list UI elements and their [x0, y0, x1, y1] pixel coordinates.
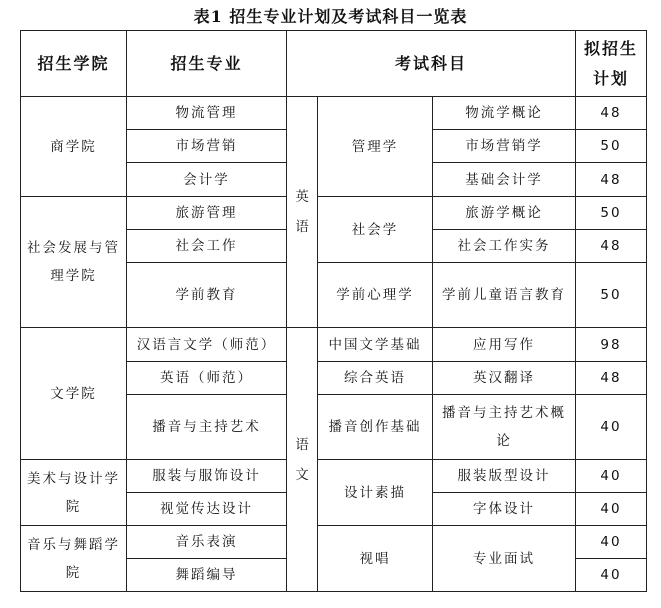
major-cell: 服装与服饰设计 — [127, 460, 287, 493]
header-row — [21, 31, 647, 97]
college-cell: 文学院 — [21, 328, 127, 460]
quota-cell: 50 — [576, 197, 647, 230]
header-exam: 考试科目 — [287, 31, 576, 97]
major-cell: 学前教育 — [127, 263, 287, 328]
table-row — [21, 97, 647, 130]
college-cell: 音乐与舞蹈学院 — [21, 526, 127, 592]
quota-cell: 40 — [576, 526, 647, 559]
exam-c-cell: 英汉翻译 — [433, 362, 576, 395]
group-cell-chinese: 语文 — [287, 328, 318, 592]
exam-b-cell: 管理学 — [318, 97, 433, 197]
exam-c-cell: 学前儿童语言教育 — [433, 263, 576, 328]
college-cell: 商学院 — [21, 97, 127, 197]
header-college: 招生学院 — [21, 31, 127, 97]
quota-cell: 48 — [576, 97, 647, 130]
quota-cell: 50 — [576, 130, 647, 163]
quota-cell: 40 — [576, 559, 647, 592]
table-row — [21, 526, 647, 559]
major-cell: 物流管理 — [127, 97, 287, 130]
table-row — [21, 197, 647, 230]
exam-c-cell: 旅游学概论 — [433, 197, 576, 230]
quota-cell: 48 — [576, 230, 647, 263]
exam-c-cell: 播音与主持艺术概论 — [433, 395, 576, 460]
exam-c-cell: 社会工作实务 — [433, 230, 576, 263]
group-cell-english: 英语 — [287, 97, 318, 328]
exam-c-cell: 基础会计学 — [433, 163, 576, 197]
table-title: 表1 招生专业计划及考试科目一览表 — [193, 7, 468, 26]
quota-cell: 50 — [576, 263, 647, 328]
major-cell: 旅游管理 — [127, 197, 287, 230]
quota-cell: 40 — [576, 493, 647, 526]
major-cell: 会计学 — [127, 163, 287, 197]
exam-c-cell: 专业面试 — [433, 526, 576, 592]
exam-b-cell: 设计素描 — [318, 460, 433, 526]
quota-cell: 48 — [576, 163, 647, 197]
exam-c-cell: 字体设计 — [433, 493, 576, 526]
exam-b-cell: 视唱 — [318, 526, 433, 592]
exam-c-cell: 物流学概论 — [433, 97, 576, 130]
enrollment-plan-table — [20, 30, 647, 592]
exam-b-cell: 中国文学基础 — [318, 328, 433, 362]
table-row — [21, 328, 647, 362]
college-cell: 社会发展与管理学院 — [21, 197, 127, 328]
header-quota: 拟招生计划 — [576, 31, 647, 97]
exam-c-cell: 应用写作 — [433, 328, 576, 362]
exam-b-cell: 综合英语 — [318, 362, 433, 395]
college-cell: 美术与设计学院 — [21, 460, 127, 526]
major-cell: 市场营销 — [127, 130, 287, 163]
major-cell: 播音与主持艺术 — [127, 395, 287, 460]
exam-b-cell: 播音创作基础 — [318, 395, 433, 460]
table-row — [21, 460, 647, 493]
quota-cell: 48 — [576, 362, 647, 395]
major-cell: 汉语言文学（师范） — [127, 328, 287, 362]
major-cell: 舞蹈编导 — [127, 559, 287, 592]
quota-cell: 40 — [576, 460, 647, 493]
quota-cell: 98 — [576, 328, 647, 362]
major-cell: 社会工作 — [127, 230, 287, 263]
major-cell: 视觉传达设计 — [127, 493, 287, 526]
exam-b-cell: 学前心理学 — [318, 263, 433, 328]
header-major: 招生专业 — [127, 31, 287, 97]
exam-c-cell: 市场营销学 — [433, 130, 576, 163]
major-cell: 音乐表演 — [127, 526, 287, 559]
quota-cell: 40 — [576, 395, 647, 460]
major-cell: 英语（师范） — [127, 362, 287, 395]
exam-c-cell: 服装版型设计 — [433, 460, 576, 493]
exam-b-cell: 社会学 — [318, 197, 433, 263]
